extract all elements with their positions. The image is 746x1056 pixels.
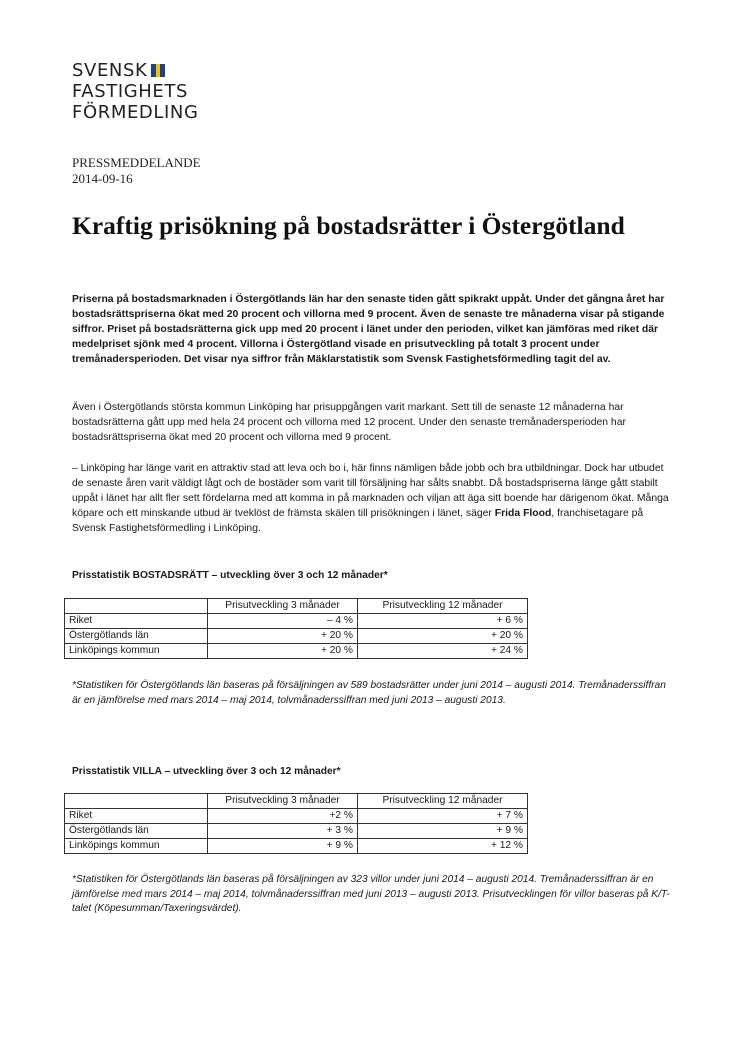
row-label: Östergötlands län xyxy=(65,824,208,839)
table-villa-footnote: *Statistiken för Östergötlands län baseras på försäljningen av 323 villor under juni 2014 – augusti 2014. Tremånaderssiffran är en jämförelse med mars 2014 – maj 2014, tolvmånaderssiffran med juni 2013 – augusti 2013. Prisutvecklingen för villor baseras på K/T-talet (Köpesumman/Taxeringsvärdet). xyxy=(72,874,670,914)
row-label: Riket xyxy=(65,809,208,824)
logo-line-3: FÖRMEDLING xyxy=(72,102,199,123)
value-3-months: – 4 % xyxy=(208,614,358,629)
value-3-months: + 20 % xyxy=(208,629,358,644)
table-bostadsratt-heading: Prisstatistik BOSTADSRÄTT – utveckling över 3 och 12 månader* xyxy=(72,570,388,581)
value-12-months: + 24 % xyxy=(358,644,528,659)
table-header-cell: Prisutveckling 3 månader xyxy=(208,599,358,614)
table-row xyxy=(65,824,528,839)
row-label: Linköpings kommun xyxy=(65,839,208,854)
value-3-months: +2 % xyxy=(208,809,358,824)
table-bostadsratt-footnote: *Statistiken för Östergötlands län baseras på försäljningen av 589 bostadsrätter under juni 2014 – augusti 2014. Tremånaderssiffran är en jämförelse med mars 2014 – maj 2014, tolvmånaderssiffran med juni 2013 – augusti 2013. xyxy=(72,680,666,706)
table-row xyxy=(65,644,528,659)
table-header-cell xyxy=(65,794,208,809)
row-label: Riket xyxy=(65,614,208,629)
table-header-cell: Prisutveckling 12 månader xyxy=(358,794,528,809)
logo-line-1: SVENSK xyxy=(72,60,199,81)
table-bostadsratt xyxy=(64,598,528,659)
value-12-months: + 12 % xyxy=(358,839,528,854)
table-row xyxy=(65,629,528,644)
value-12-months: + 9 % xyxy=(358,824,528,839)
table-villa-heading: Prisstatistik VILLA – utveckling över 3 och 12 månader* xyxy=(72,766,341,777)
table-row xyxy=(65,614,528,629)
press-header xyxy=(72,155,201,187)
table-header-cell: Prisutveckling 3 månader xyxy=(208,794,358,809)
row-label: Linköpings kommun xyxy=(65,644,208,659)
table-row xyxy=(65,809,528,824)
logo-line-2: FASTIGHETS xyxy=(72,81,189,102)
table-header-row xyxy=(65,599,528,614)
value-12-months: + 6 % xyxy=(358,614,528,629)
body-paragraph-2: – Linköping har länge varit en attraktiv stad att leva och bo i, här finns nämligen både jobb och bra utbildningar. Dock har utbudet de senaste åren varit väldigt lågt och de bostäder som varit till försäljning har sålts snabbt. Då bostadspriserna länge gått stabilt uppåt i länet har allt fler sett fördelarna med att komma in på marknaden och viljan att äga sitt boende har därigenom ökat. Många köpare och ett minskande utbud är tveklöst de främsta skälen till prisökningen i länet, säger Frida Flood, franchisetagare på Svensk Fastighetsförmedling i Linköping. xyxy=(72,463,669,534)
value-3-months: + 20 % xyxy=(208,644,358,659)
press-label: PRESSMEDDELANDE xyxy=(72,155,201,170)
row-label: Östergötlands län xyxy=(65,629,208,644)
body-paragraph-1: Även i Östergötlands största kommun Linköping har prisuppgången varit markant. Sett till de senaste 12 månaderna har bostadsrätterna gått upp med hela 24 procent och villorna med 12 procent. Under den senaste tremånadersperioden har bostadsrättspriserna ökat med 20 procent och villorna med 9 procent. xyxy=(72,402,626,443)
company-logo xyxy=(72,60,199,123)
table-header-row xyxy=(65,794,528,809)
value-12-months: + 7 % xyxy=(358,809,528,824)
press-date: 2014-09-16 xyxy=(72,171,133,186)
value-12-months: + 20 % xyxy=(358,629,528,644)
table-row xyxy=(65,839,528,854)
page-title: Kraftig prisökning på bostadsrätter i Östergötland xyxy=(72,211,625,240)
table-header-cell: Prisutveckling 12 månader xyxy=(358,599,528,614)
lead-paragraph: Priserna på bostadsmarknaden i Östergötlands län har den senaste tiden gått spikrakt uppåt. Under det gångna året har bostadsrättspriserna ökat med 20 procent och villorna med 9 procent. Även de senaste tre månaderna visar på stigande siffror. Priset på bostadsrätterna gick upp med 20 procent i länet under den perioden, vilket kan jämföras med riket där medelpriset sjönk med 4 procent. Villorna i Östergötland visade en prisutveckling på totalt 3 procent under tremånadersperioden. Det visar nya siffror från Mäklarstatistik som Svensk Fastighetsförmedling tagit del av. xyxy=(72,294,665,365)
table-villa xyxy=(64,793,528,854)
swedish-flag-icon xyxy=(151,64,165,77)
quoted-person-name: Frida Flood xyxy=(494,508,552,519)
value-3-months: + 9 % xyxy=(208,839,358,854)
table-header-cell xyxy=(65,599,208,614)
value-3-months: + 3 % xyxy=(208,824,358,839)
